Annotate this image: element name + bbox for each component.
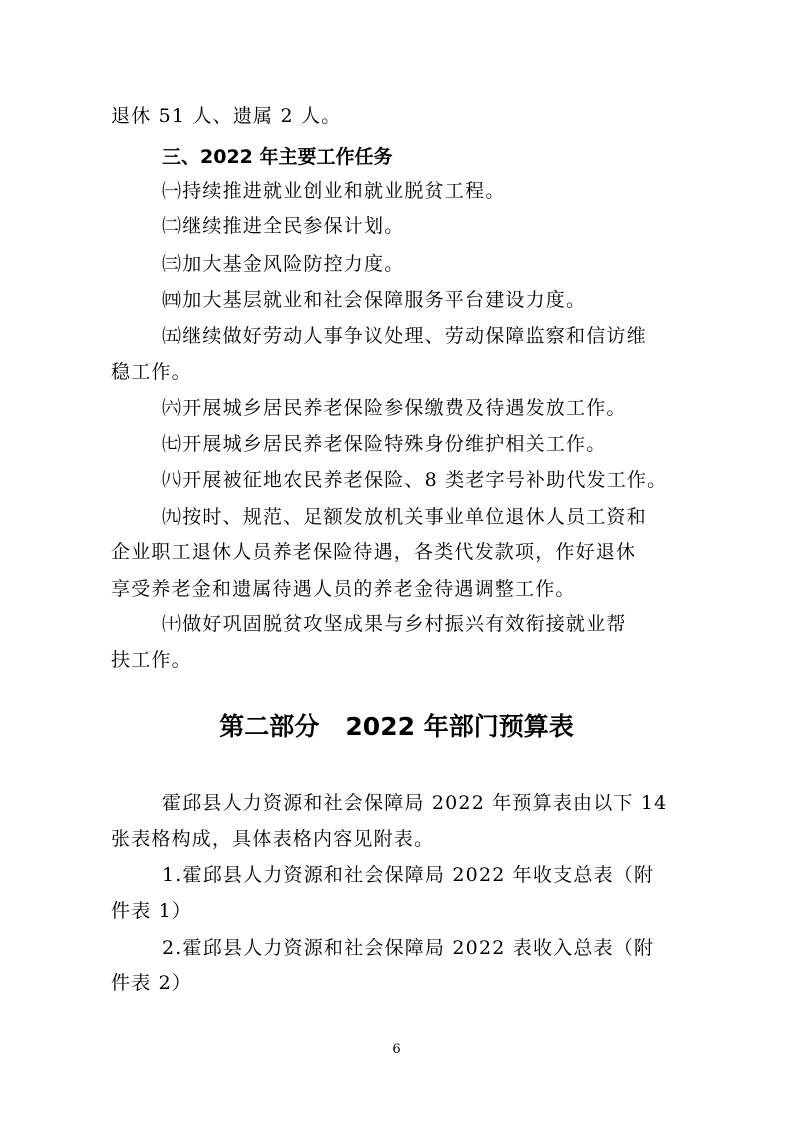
table-list-item-1: 1.霍邱县人力资源和社会保障局 2022 年收支总表（附 <box>162 864 655 886</box>
section-heading: 三、2022 年主要工作任务 <box>162 146 393 168</box>
task-item-7: ㈦开展城乡居民养老保险特殊身份维护相关工作。 <box>162 433 607 455</box>
part-two-title: 第二部分 2022 年部门预算表 <box>219 712 574 741</box>
task-item-5-continued: 稳工作。 <box>111 361 192 383</box>
task-item-10: ㈩做好巩固脱贫攻坚成果与乡村振兴有效衔接就业帮 <box>162 613 627 635</box>
task-item-9-continued-2: 享受养老金和遗属待遇人员的养老金待遇调整工作。 <box>111 578 576 600</box>
intro-paragraph: 霍邱县人力资源和社会保障局 2022 年预算表由以下 14 <box>162 792 668 814</box>
table-list-item-2-continued: 件表 2） <box>111 972 193 994</box>
task-item-10-continued: 扶工作。 <box>111 649 192 671</box>
task-item-5: ㈤继续做好劳动人事争议处理、劳动保障监察和信访维 <box>162 325 647 347</box>
task-item-9-continued: 企业职工退休人员养老保险待遇，各类代发款项，作好退休 <box>111 541 637 563</box>
body-text-line: 退休 51 人、遗属 2 人。 <box>111 105 342 127</box>
intro-paragraph-continued: 张表格构成，具体表格内容见附表。 <box>111 828 435 850</box>
task-item-1: ㈠持续推进就业创业和就业脱贫工程。 <box>162 180 506 202</box>
task-item-2: ㈡继续推进全民参保计划。 <box>162 215 405 237</box>
page-number: 6 <box>392 1042 401 1057</box>
task-item-8: ㈧开展被征地农民养老保险、8 类老字号补助代发工作。 <box>162 469 668 491</box>
task-item-9: ㈨按时、规范、足额发放机关事业单位退休人员工资和 <box>162 506 647 528</box>
table-list-item-2: 2.霍邱县人力资源和社会保障局 2022 表收入总表（附 <box>162 937 655 959</box>
task-item-3: ㈢加大基金风险防控力度。 <box>162 253 405 275</box>
table-list-item-1-continued: 件表 1） <box>111 900 193 922</box>
task-item-6: ㈥开展城乡居民养老保险参保缴费及待遇发放工作。 <box>162 397 627 419</box>
task-item-4: ㈣加大基层就业和社会保障服务平台建设力度。 <box>162 289 587 311</box>
